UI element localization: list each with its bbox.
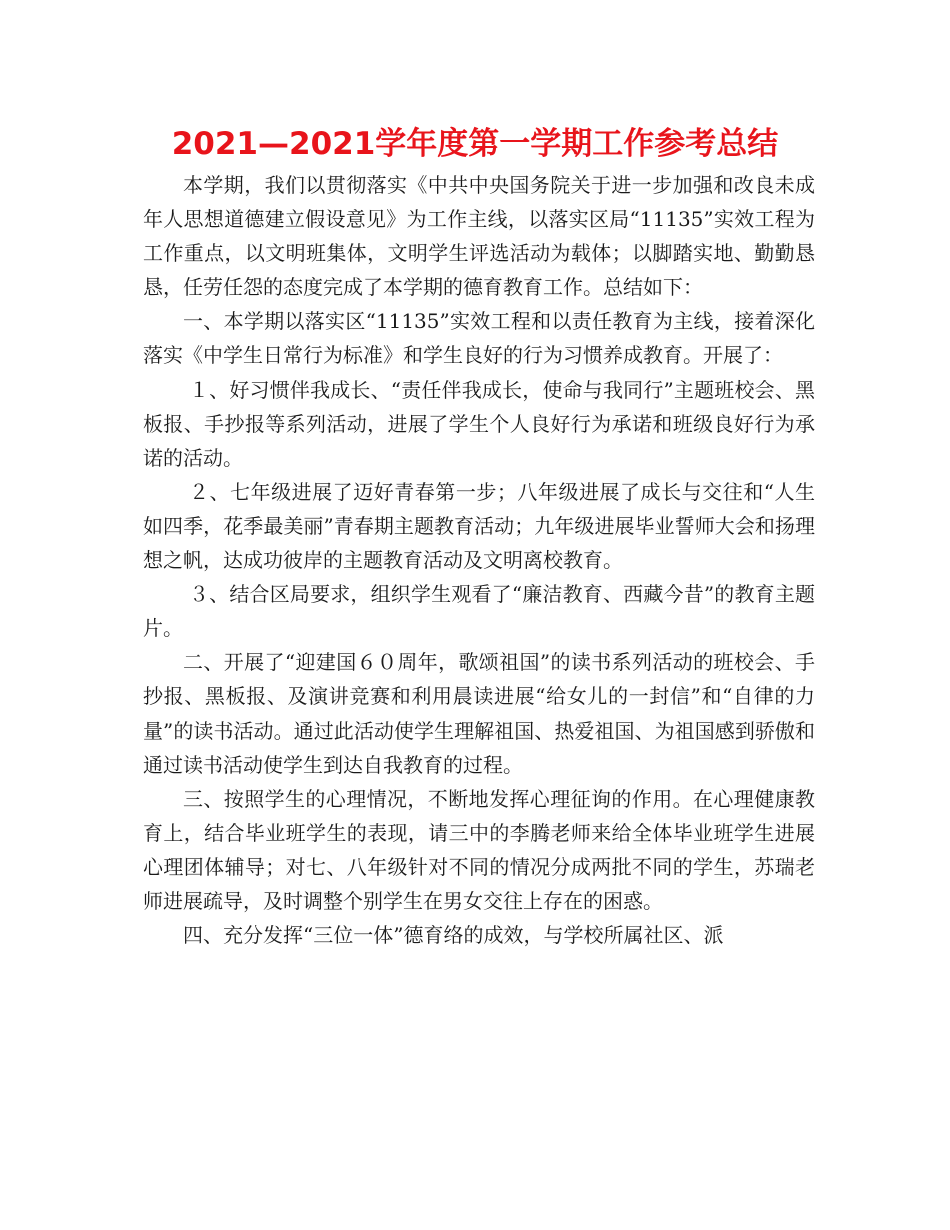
paragraph-item-two: ２、七年级进展了迈好青春第一步；八年级进展了成长与交往和“人生如四季，花季最美丽”青春期主题教育活动；九年级进展毕业誓师大会和扬理想之帆，达成功彼岸的主题教育活动及文明离校教育。 [143, 479, 815, 573]
paragraph-intro: 本学期，我们以贯彻落实《中共中央国务院关于进一步加强和改良未成年人思想道德建立假设意见》为工作主线，以落实区局“11135”实效工程为工作重点，以文明班集体，文明学生评选活动为载体；以脚踏实地、勤勤恳恳，任劳任怨的态度完成了本学期的德育教育工作。总结如下： [143, 173, 815, 300]
document-title: 2021—2021学年度第一学期工作参考总结 [171, 126, 779, 162]
paragraph-section-one: 一、本学期以落实区“11135”实效工程和以责任教育为主线，接着深化落实《中学生日常行为标准》和学生良好的行为习惯养成教育。开展了： [143, 309, 815, 368]
paragraph-section-three: 三、按照学生的心理情况，不断地发挥心理征询的作用。在心理健康教育上，结合毕业班学生的表现，请三中的李腾老师来给全体毕业班学生进展心理团体辅导；对七、八年级针对不同的情况分成两批不同的学生，苏瑞老师进展疏导，及时调整个别学生在男女交往上存在的困惑。 [143, 786, 815, 913]
paragraph-section-four: 四、充分发挥“三位一体”德育络的成效，与学校所属社区、派 [183, 923, 724, 948]
paragraph-item-one: １、好习惯伴我成长、“责任伴我成长，使命与我同行”主题班校会、黑板报、手抄报等系列活动，进展了学生个人良好行为承诺和班级良好行为承诺的活动。 [143, 377, 815, 470]
paragraph-item-three: ３、结合区局要求，组织学生观看了“廉洁教育、西藏今昔”的教育主题片。 [143, 582, 815, 641]
paragraph-section-two: 二、开展了“迎建国６０周年，歌颂祖国”的读书系列活动的班校会、手抄报、黑板报、及演讲竞赛和利用晨读进展“给女儿的一封信”和“自律的力量”的读书活动。通过此活动使学生理解祖国、热爱祖国、为祖国感到骄傲和通过读书活动使学生到达自我教育的过程。 [143, 650, 815, 777]
document-body [143, 168, 815, 952]
